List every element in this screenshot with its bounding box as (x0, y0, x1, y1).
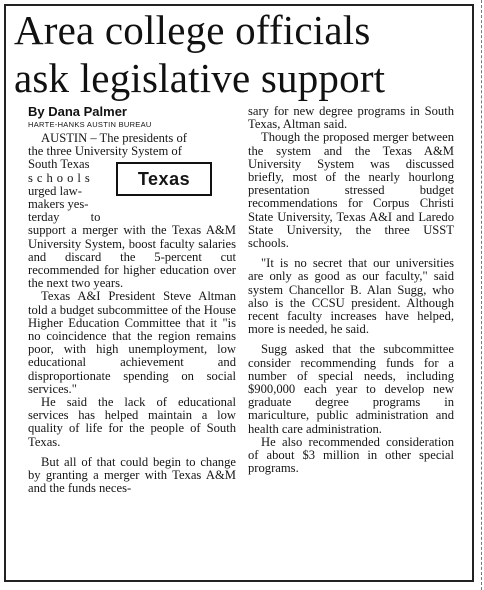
wrap-text (28, 158, 106, 224)
col1-paragraph-1-rest: support a merger with the Texas A&M University System, boost faculty salaries and discard the 5-percent cut recommended for higher education over the next two years. (28, 223, 236, 291)
article-column-1 (28, 132, 236, 495)
headline-line-2: ask legislative support (14, 55, 386, 101)
section-label-box: Texas (116, 162, 212, 196)
col2-paragraph-4: Sugg asked that the subcommittee consider recommending funds for a number of special needs, including $900,000 each year to develop new graduate degree programs in mariculture, public administration and health care administration. (248, 342, 454, 436)
col1-paragraph-2: Texas A&I President Steve Altman told a budget subcommittee of the House Higher Education Committee that it "is no coincidence that the region remains poor, with high unemployment, low educational achievement and disproportionate spending on social services." (28, 289, 236, 396)
headline-line-1: Area college officials (14, 7, 371, 53)
wrap-line: South Texas (28, 157, 90, 172)
wrap-line: makers yes- (28, 197, 89, 212)
article-column-2 (248, 105, 454, 475)
byline: By Dana Palmer (28, 104, 127, 119)
wrap-line: terday to (28, 210, 101, 225)
col2-paragraph-2: Though the proposed merger between the system and the Texas A&M University System was discussed briefly, most of the nearly hourlong presentation stressed budget recommendations for Corpus Christi State University, Texas A&I and Laredo State University, the three USST schools. (248, 130, 454, 251)
col2-paragraph-5: He also recommended consideration of about $3 million in other special programs. (248, 434, 454, 476)
headline (14, 6, 469, 102)
section-box-row (28, 158, 236, 224)
col2-paragraph-3: "It is no secret that our universities are only as good as our faculty," said system Chancellor B. Alan Sugg, who also is the CCSU president. Although recent faculty increases have helped, more is needed, he said. (248, 256, 454, 337)
wrap-line: urged law- (28, 183, 82, 198)
cut-line (481, 0, 482, 590)
bureau-credit: HARTE-HANKS AUSTIN BUREAU (28, 120, 152, 129)
wrap-line: schools (28, 170, 94, 185)
col1-paragraph-3: He said the lack of educational services has helped maintain a low quality of life for the people of South Texas. (28, 395, 236, 449)
col1-paragraph-4: But all of that could begin to change by granting a merger with Texas A&M and the funds neces- (28, 454, 236, 496)
col1-line-2: the three University System of (28, 144, 182, 159)
col1-line-1: AUSTIN – The presidents of (41, 131, 187, 145)
col2-paragraph-1: sary for new degree programs in South Texas, Altman said. (248, 104, 454, 132)
